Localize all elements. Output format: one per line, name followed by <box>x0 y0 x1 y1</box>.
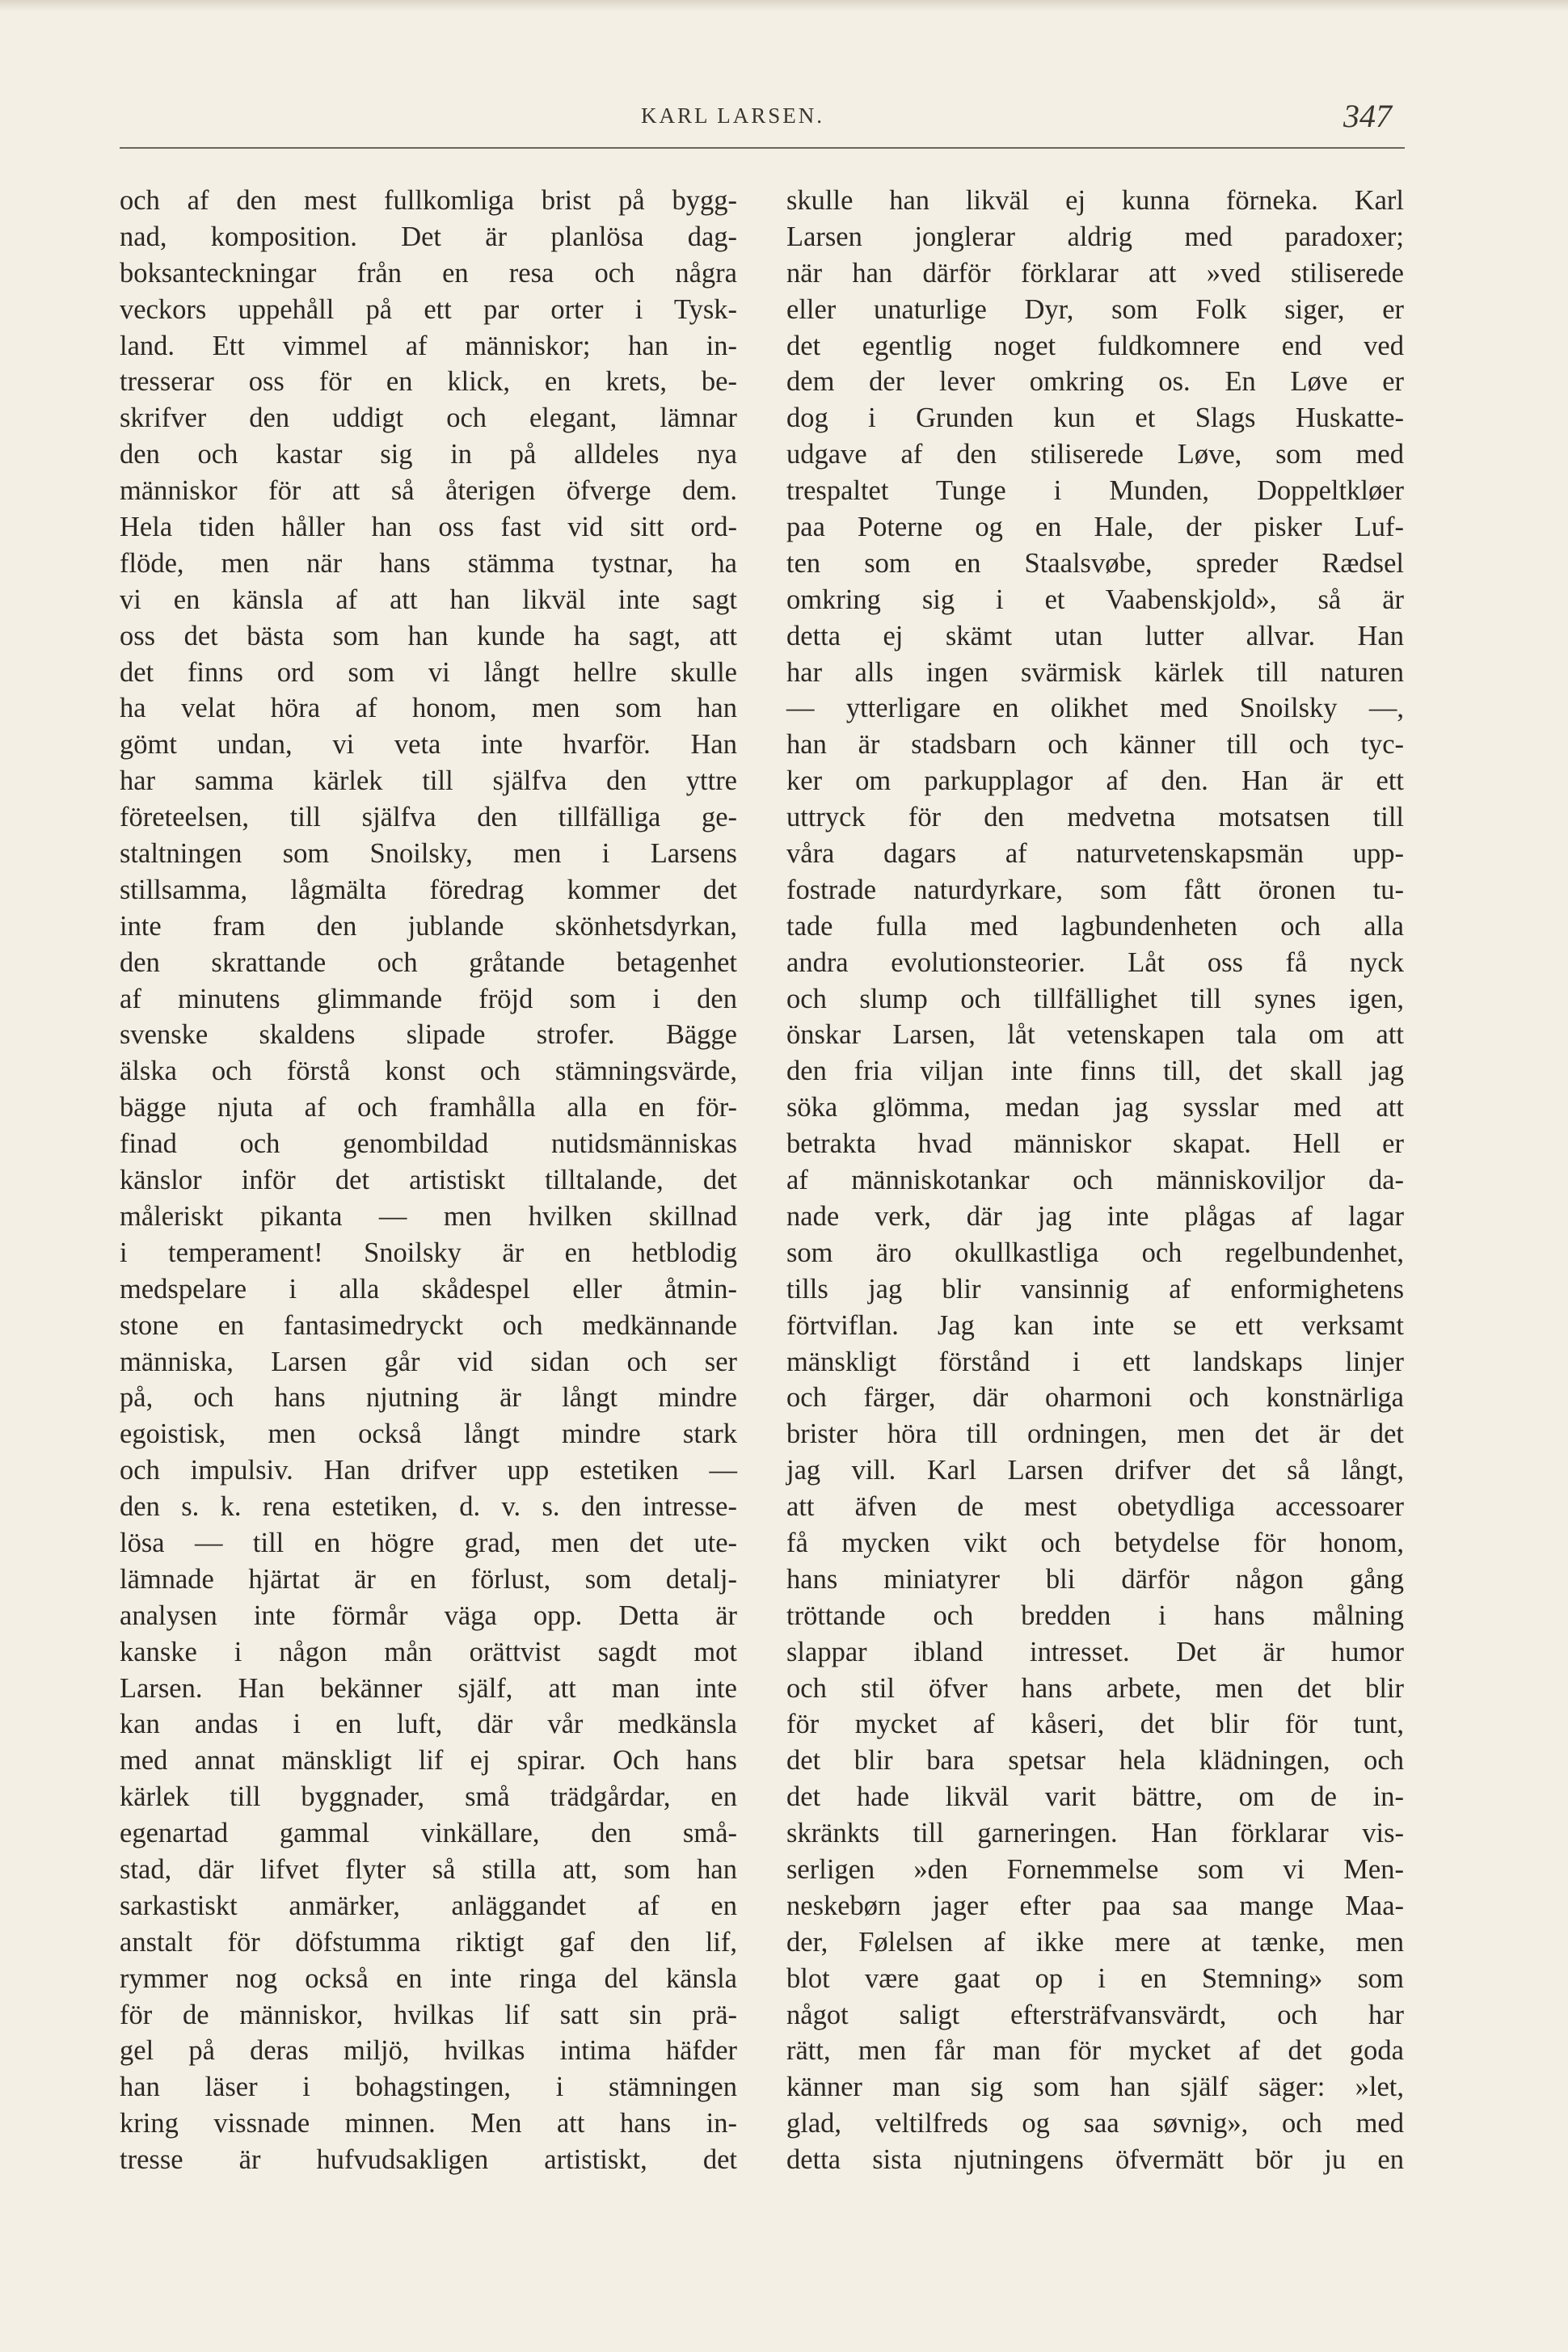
text-line: staltningen som Snoilsky, men i Larsens <box>120 838 737 870</box>
text-line: lösa — till en högre grad, men det ute- <box>120 1527 737 1558</box>
text-line: kring vissnade minnen. Men att hans in- <box>120 2108 737 2139</box>
text-line: på, och hans njutning är långt mindre <box>120 1382 737 1414</box>
text-line: svenske skaldens slipade strofer. Bägge <box>120 1019 737 1051</box>
text-line: oss det bästa som han kunde ha sagt, att <box>120 620 737 651</box>
text-line: boksanteckningar från en resa och några <box>120 257 737 289</box>
text-line: medspelare i alla skådespel eller åtmin- <box>120 1273 737 1305</box>
text-line: tröttande och bredden i hans målning <box>786 1600 1404 1631</box>
text-line: ha velat höra af honom, men som han <box>120 693 737 724</box>
text-line: neskebørn jager efter paa saa mange Maa- <box>786 1890 1404 1921</box>
text-line: det finns ord som vi långt hellre skulle <box>120 656 737 688</box>
text-line: det blir bara spetsar hela klädningen, och <box>786 1745 1404 1777</box>
text-line: den fria viljan inte finns till, det skall jag <box>786 1056 1404 1087</box>
text-line: analysen inte förmår väga opp. Detta är <box>120 1600 737 1631</box>
text-line: egoistisk, men också långt mindre stark <box>120 1418 737 1450</box>
text-line: tresserar oss för en klick, en krets, be- <box>120 366 737 398</box>
text-line: gel på deras miljö, hvilkas intima häfder <box>120 2035 737 2067</box>
text-line: nad, komposition. Det är planlösa dag- <box>120 221 737 252</box>
text-line: flöde, men när hans stämma tystnar, ha <box>120 547 737 579</box>
text-line: stillsamma, lågmälta föredrag kommer det <box>120 874 737 905</box>
text-line: af människotankar och människoviljor da- <box>786 1165 1404 1196</box>
page-header <box>120 97 1403 145</box>
left-column <box>120 183 737 2178</box>
text-line: och impulsiv. Han drifver upp estetiken — <box>120 1455 737 1486</box>
text-line: det egentlig noget fuldkomnere end ved <box>786 330 1404 361</box>
text-line: slappar ibland intresset. Det är humor <box>786 1636 1404 1667</box>
text-line: veckors uppehåll på ett par orter i Tysk- <box>120 293 737 325</box>
text-line: betrakta hvad människor skapat. Hell er <box>786 1128 1404 1160</box>
text-line: der, Følelsen af ikke mere at tænke, men <box>786 1926 1404 1958</box>
text-line: den skrattande och gråtande betagenhet <box>120 946 737 978</box>
text-line: andra evolutionsteorier. Låt oss få nyck <box>786 946 1404 978</box>
text-line: blot være gaat op i en Stemning» som <box>786 1962 1404 1994</box>
text-line: hans miniatyrer bli därför någon gång <box>786 1563 1404 1595</box>
text-line: detta ej skämt utan lutter allvar. Han <box>786 620 1404 651</box>
text-line: lämnade hjärtat är en förlust, som detalj- <box>120 1563 737 1595</box>
text-line: han är stadsbarn och känner till och tyc- <box>786 729 1404 761</box>
right-column <box>786 183 1404 2178</box>
text-line: älska och förstå konst och stämningsvärde, <box>120 1056 737 1087</box>
text-line: rätt, men får man för mycket af det goda <box>786 2035 1404 2067</box>
running-title: KARL LARSEN. <box>641 103 825 128</box>
text-line: serligen »den Fornemmelse som vi Men- <box>786 1853 1404 1885</box>
text-line: och stil öfver hans arbete, men det blir <box>786 1672 1404 1704</box>
text-line: af minutens glimmande fröjd som i den <box>120 983 737 1014</box>
text-line: Larsen jonglerar aldrig med paradoxer; <box>786 221 1404 252</box>
text-line: med annat mänskligt lif ej spirar. Och hans <box>120 1745 737 1777</box>
text-line: ten som en Staalsvøbe, spreder Rædsel <box>786 547 1404 579</box>
text-line: för de människor, hvilkas lif satt sin prä- <box>120 1999 737 2030</box>
text-line: för mycket af kåseri, det blir för tunt, <box>786 1709 1404 1740</box>
text-line: anstalt för döfstumma riktigt gaf den lif, <box>120 1926 737 1958</box>
text-line: människa, Larsen går vid sidan och ser <box>120 1346 737 1377</box>
text-line: — ytterligare en olikhet med Snoilsky —, <box>786 693 1404 724</box>
text-line: önskar Larsen, låt vetenskapen tala om att <box>786 1019 1404 1051</box>
text-line: paa Poterne og en Hale, der pisker Luf- <box>786 512 1404 543</box>
text-line: uttryck för den medvetna motsatsen till <box>786 802 1404 833</box>
text-line: nade verk, där jag inte plågas af lagar <box>786 1200 1404 1232</box>
text-line: våra dagars af naturvetenskapsmän upp- <box>786 838 1404 870</box>
text-line: känslor inför det artistiskt tilltalande, det <box>120 1165 737 1196</box>
text-line: vi en känsla af att han likväl inte sagt <box>120 584 737 615</box>
header-rule <box>120 147 1405 149</box>
text-line: söka glömma, medan jag sysslar med att <box>786 1092 1404 1123</box>
text-line: och slump och tillfällighet till synes igen, <box>786 983 1404 1014</box>
text-line: glad, veltilfreds og saa søvnig», och med <box>786 2108 1404 2139</box>
text-line: skulle han likväl ej kunna förneka. Karl <box>786 185 1404 216</box>
text-line: skrifver den uddigt och elegant, lämnar <box>120 403 737 434</box>
text-line: skränkts till garneringen. Han förklarar vis- <box>786 1818 1404 1849</box>
text-line: inte fram den jublande skönhetsdyrkan, <box>120 910 737 942</box>
text-line: jag vill. Karl Larsen drifver det så långt, <box>786 1455 1404 1486</box>
text-line: mänskligt förstånd i ett landskaps linjer <box>786 1346 1404 1377</box>
page-number: 347 <box>1343 98 1392 134</box>
text-line: egenartad gammal vinkällare, den små- <box>120 1818 737 1849</box>
text-line: Hela tiden håller han oss fast vid sitt ord- <box>120 512 737 543</box>
text-line: stone en fantasimedryckt och medkännande <box>120 1309 737 1341</box>
text-line: sarkastiskt anmärker, anläggandet af en <box>120 1890 737 1921</box>
text-line: Larsen. Han bekänner själf, att man inte <box>120 1672 737 1704</box>
text-line: kan andas i en luft, där vår medkänsla <box>120 1709 737 1740</box>
text-line: finad och genombildad nutidsmänniskas <box>120 1128 737 1160</box>
text-line: kärlek till byggnader, små trädgårdar, en <box>120 1781 737 1813</box>
text-line: land. Ett vimmel af människor; han in- <box>120 330 737 361</box>
text-line: dog i Grunden kun et Slags Huskatte- <box>786 403 1404 434</box>
text-line: gömt undan, vi veta inte hvarför. Han <box>120 729 737 761</box>
text-line: rymmer nog också en inte ringa del känsla <box>120 1962 737 1994</box>
text-line: stad, där lifvet flyter så stilla att, som han <box>120 1853 737 1885</box>
text-line: ker om parkupplagor af den. Han är ett <box>786 765 1404 797</box>
text-line: bägge njuta af och framhålla alla en för- <box>120 1092 737 1123</box>
text-line: att äfven de mest obetydliga accessoarer <box>786 1491 1404 1523</box>
text-line: kanske i någon mån orättvist sagdt mot <box>120 1636 737 1667</box>
text-line: måleriskt pikanta — men hvilken skillnad <box>120 1200 737 1232</box>
text-line: brister höra till ordningen, men det är det <box>786 1418 1404 1450</box>
text-line: har alls ingen svärmisk kärlek till naturen <box>786 656 1404 688</box>
text-line: som äro okullkastliga och regelbundenhet, <box>786 1237 1404 1268</box>
text-line: tills jag blir vansinnig af enformighetens <box>786 1273 1404 1305</box>
text-line: detta sista njutningens öfvermätt bör ju en <box>786 2144 1404 2176</box>
text-line: människor för att så återigen öfverge dem. <box>120 475 737 507</box>
page-top-edge <box>0 0 1568 11</box>
text-line: det hade likväl varit bättre, om de in- <box>786 1781 1404 1813</box>
text-line: något saligt eftersträfvansvärdt, och har <box>786 1999 1404 2030</box>
text-line: eller unaturlige Dyr, som Folk siger, er <box>786 293 1404 325</box>
text-line: udgave af den stiliserede Løve, som med <box>786 439 1404 470</box>
text-line: och af den mest fullkomliga brist på bygg- <box>120 185 737 216</box>
text-line: den s. k. rena estetiken, d. v. s. den intresse- <box>120 1491 737 1523</box>
text-line: omkring sig i et Vaabenskjold», så är <box>786 584 1404 615</box>
text-line: känner man sig som han själf säger: »let, <box>786 2072 1404 2103</box>
text-line: förtviflan. Jag kan inte se ett verksamt <box>786 1309 1404 1341</box>
text-line: har samma kärlek till själfva den yttre <box>120 765 737 797</box>
text-line: han läser i bohagstingen, i stämningen <box>120 2072 737 2103</box>
text-line: den och kastar sig in på alldeles nya <box>120 439 737 470</box>
text-line: företeelsen, till själfva den tillfälliga ge- <box>120 802 737 833</box>
text-line: i temperament! Snoilsky är en hetblodig <box>120 1237 737 1268</box>
text-line: och färger, där oharmoni och konstnärliga <box>786 1382 1404 1414</box>
text-line: dem der lever omkring os. En Løve er <box>786 366 1404 398</box>
text-line: när han därför förklarar att »ved stiliserede <box>786 257 1404 289</box>
text-line: få mycken vikt och betydelse för honom, <box>786 1527 1404 1558</box>
text-line: tade fulla med lagbundenheten och alla <box>786 910 1404 942</box>
text-line: trespaltet Tunge i Munden, Doppeltkløer <box>786 475 1404 507</box>
text-line: fostrade naturdyrkare, som fått öronen tu- <box>786 874 1404 905</box>
text-line: tresse är hufvudsakligen artistiskt, det <box>120 2144 737 2176</box>
